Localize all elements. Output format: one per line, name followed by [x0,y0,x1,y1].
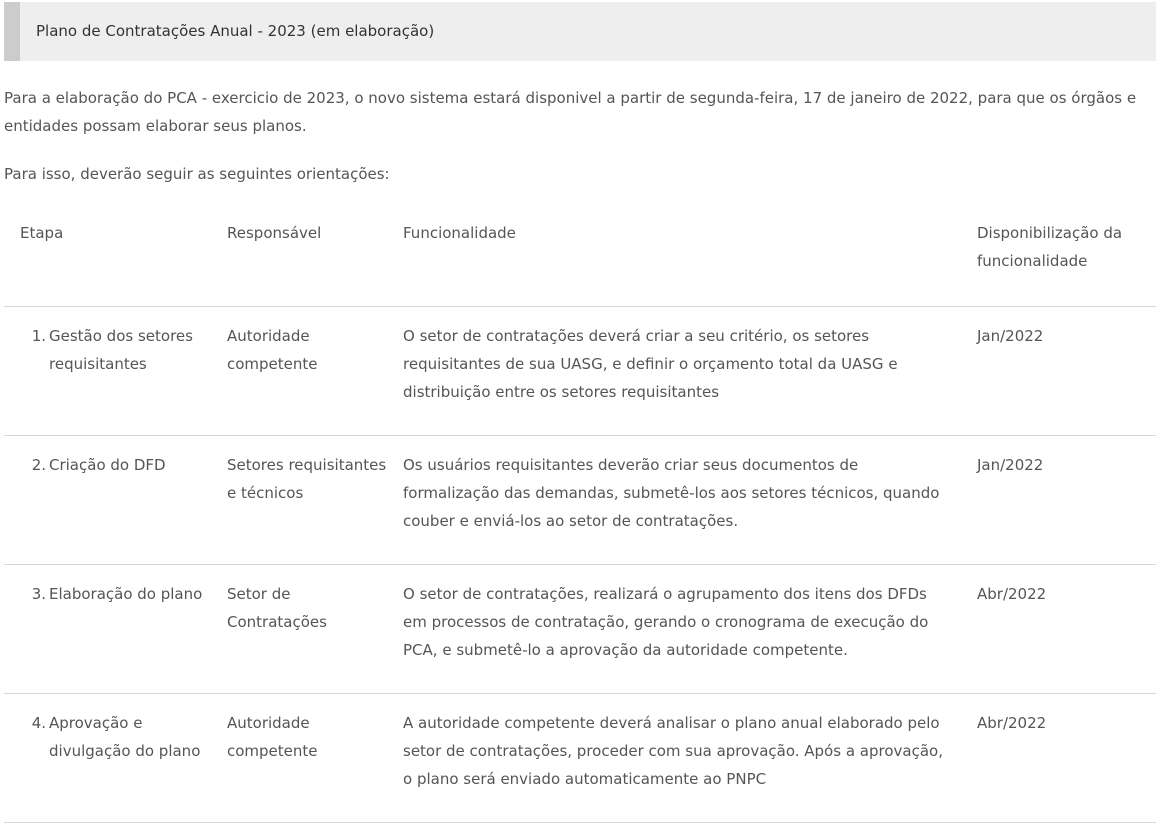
steps-table [4,219,1156,823]
section-header [4,2,1156,61]
step-name: Aprovação e divulgação do plano [49,714,201,760]
funcionalidade-cell: O setor de contratações, realizará o agrupamento dos itens dos DFDs em processos de contratação, gerando o cronograma de execução do PCA, e submetê-lo a aprovação da autoridade competente. [403,585,929,659]
column-header-disponibilizacao: Disponibilização da funcionalidade [977,224,1123,270]
responsavel-cell: Autoridade competente [227,327,318,373]
step-number: 4. [31,714,46,732]
step-number: 2. [31,456,46,474]
disponibilizacao-cell: Abr/2022 [977,714,1047,732]
column-header-responsavel: Responsável [227,224,322,242]
step-number: 3. [31,585,46,603]
table-row [4,307,1156,436]
table-row [4,694,1156,823]
table-row [4,565,1156,694]
column-header-etapa: Etapa [20,224,64,242]
funcionalidade-cell: A autoridade competente deverá analisar o plano anual elaborado pelo setor de contratações, proceder com sua aprovação. Após a aprovação, o plano será enviado automaticamente ao PNPC [403,714,943,788]
column-header-funcionalidade: Funcionalidade [403,224,516,242]
table-header-row [4,219,1156,307]
funcionalidade-cell: Os usuários requisitantes deverão criar seus documentos de formalização das demandas, submetê-los aos setores técnicos, quando couber e enviá-los ao setor de contratações. [403,456,940,530]
step-number: 1. [31,327,46,345]
disponibilizacao-cell: Jan/2022 [977,327,1044,345]
intro-paragraph: Para a elaboração do PCA - exercicio de 2023, o novo sistema estará disponivel a partir de segunda-feira, 17 de janeiro de 2022, para que os órgãos e entidades possam elaborar seus planos. [4,89,1137,135]
section-title: Plano de Contratações Anual - 2023 (em elaboração) [36,22,435,40]
disponibilizacao-cell: Abr/2022 [977,585,1047,603]
instructions-paragraph: Para isso, deverão seguir as seguintes orientações: [4,165,390,183]
step-name: Criação do DFD [49,456,166,474]
responsavel-cell: Setores requisitantes e técnicos [227,456,387,502]
table-row [4,436,1156,565]
disponibilizacao-cell: Jan/2022 [977,456,1044,474]
step-name: Elaboração do plano [49,585,203,603]
responsavel-cell: Setor de Contratações [227,585,327,631]
funcionalidade-cell: O setor de contratações deverá criar a seu critério, os setores requisitantes de sua UASG, e definir o orçamento total da UASG e distribuição entre os setores requisitantes [403,327,898,401]
responsavel-cell: Autoridade competente [227,714,318,760]
step-name: Gestão dos setores requisitantes [49,327,193,373]
